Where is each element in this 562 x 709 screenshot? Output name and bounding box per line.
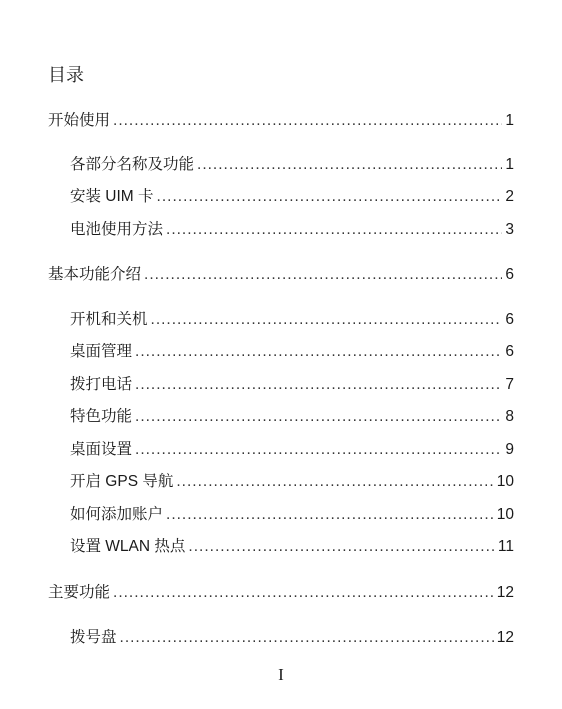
toc-entry[interactable] [70,627,514,649]
dot-leader [120,627,494,649]
toc-entry-label: 安装 UIM 卡 [70,188,154,205]
dot-leader [197,154,502,176]
dot-leader [166,504,494,526]
toc-entry-page: 1 [505,112,514,129]
toc-entry-label: 开始使用 [48,112,111,129]
toc-entry-page: 6 [505,311,514,328]
dot-leader [144,264,502,286]
toc-entry[interactable] [48,582,514,604]
toc-entry[interactable] [70,471,514,493]
toc-entry-label: 拨打电话 [70,376,133,393]
toc-entry-page: 8 [505,408,514,425]
toc-entry[interactable] [70,406,514,428]
page-number: I [278,665,284,684]
toc-entry-label: 特色功能 [70,408,133,425]
toc-entry-label: 各部分名称及功能 [70,156,195,173]
toc-entry-label: 桌面管理 [70,343,133,360]
toc-entry-label: 主要功能 [48,584,111,601]
dot-leader [113,582,494,604]
toc-entry-page: 6 [505,343,514,360]
toc-entry-page: 2 [505,188,514,205]
toc-title: 目录 [48,65,84,85]
toc-entry[interactable] [48,264,514,286]
toc-entry-page: 3 [505,221,514,238]
dot-leader [188,536,495,558]
toc-entry[interactable] [70,341,514,363]
toc-entry-page: 7 [505,376,514,393]
dot-leader [176,471,493,493]
toc-entry-page: 10 [496,506,514,523]
toc-entry[interactable] [70,439,514,461]
toc-entry-label: 拨号盘 [70,629,117,646]
dot-leader [135,341,502,363]
toc-entry-page: 6 [505,266,514,283]
dot-leader [151,309,503,331]
toc-entry[interactable] [70,154,514,176]
toc-entry[interactable] [48,110,514,132]
dot-leader [113,110,502,132]
toc-entry[interactable] [70,309,514,331]
dot-leader [135,406,502,428]
toc-entry[interactable] [70,504,514,526]
toc-entry[interactable] [70,536,514,558]
toc-entry[interactable] [70,219,514,241]
toc-entry-page: 11 [497,538,514,555]
toc-entry-page: 10 [496,473,514,490]
toc-entry-page: 12 [496,584,514,601]
dot-leader [157,186,503,208]
dot-leader [135,439,502,461]
toc-entry-label: 开启 GPS 导航 [70,473,174,490]
toc-entry-label: 如何添加账户 [70,506,164,523]
toc-entry-page: 1 [505,156,514,173]
dot-leader [166,219,502,241]
toc-entry-label: 基本功能介绍 [48,266,142,283]
toc-entry-label: 桌面设置 [70,441,133,458]
toc-entry-page: 9 [505,441,514,458]
toc-entry-page: 12 [496,629,514,646]
toc-entry[interactable] [70,374,514,396]
toc-entry-label: 开机和关机 [70,311,148,328]
toc-entry-label: 电池使用方法 [70,221,164,238]
dot-leader [135,374,502,396]
toc-entry[interactable] [70,186,514,208]
toc-entry-label: 设置 WLAN 热点 [70,538,186,555]
